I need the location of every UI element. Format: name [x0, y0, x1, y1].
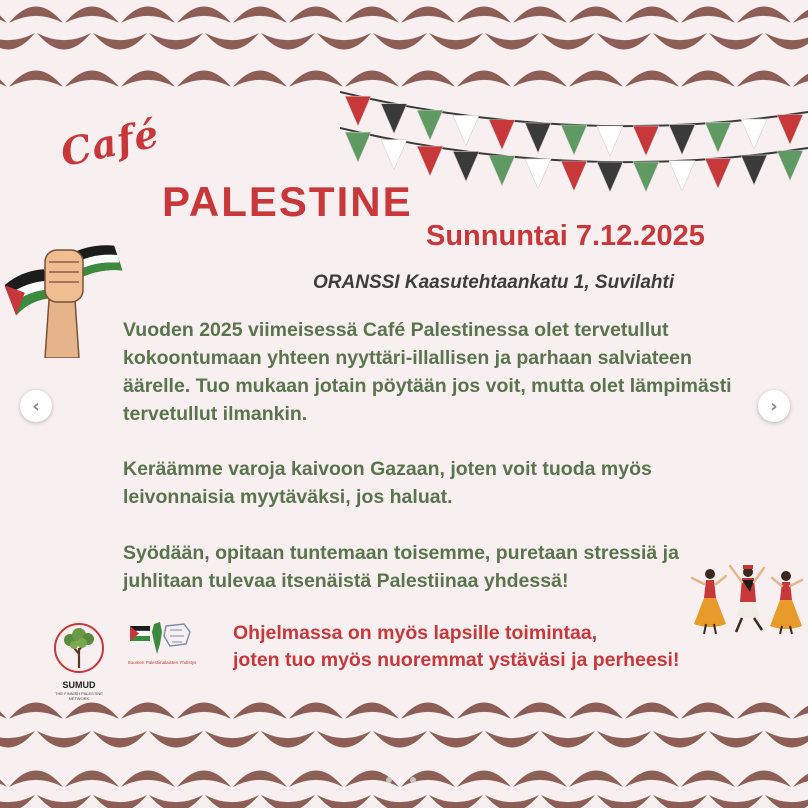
pattern-leaf	[653, 795, 707, 808]
pattern-leaf	[457, 7, 511, 24]
pattern-leaf	[569, 771, 623, 788]
pattern-leaf	[457, 71, 511, 88]
pattern-leaf	[121, 7, 175, 24]
pattern-leaf	[0, 795, 35, 808]
top-pattern-band	[0, 0, 808, 92]
pattern-leaf	[513, 703, 567, 720]
pattern-leaf	[205, 731, 259, 748]
event-venue: ORANSSI Kaasutehtaankatu 1, Suvilahti	[313, 272, 675, 293]
pattern-leaf	[597, 795, 651, 808]
poster-title: PALESTINE	[162, 178, 413, 225]
pattern-leaf	[793, 7, 808, 24]
pattern-leaf	[681, 7, 735, 24]
pattern-leaf	[0, 7, 7, 24]
bunting-flag	[345, 132, 371, 162]
pattern-leaf	[37, 731, 91, 748]
pattern-leaf	[177, 7, 231, 24]
pattern-leaf	[233, 771, 287, 788]
pattern-leaf	[793, 703, 808, 720]
pattern-leaf	[373, 33, 427, 50]
pattern-leaf	[289, 7, 343, 24]
bunting-flag	[741, 119, 767, 149]
bunting-flag	[453, 115, 479, 145]
pattern-leaf	[205, 33, 259, 50]
pattern-leaf	[513, 7, 567, 24]
pattern-leaf	[765, 33, 808, 50]
pattern-leaf	[261, 731, 315, 748]
pattern-leaf	[457, 703, 511, 720]
pattern-leaf	[457, 771, 511, 788]
pattern-leaf	[65, 703, 119, 720]
paragraph-line: juhlitaan tulevaa itsenäistä Palestiinaa yhdessä!	[123, 570, 569, 592]
pattern-leaf	[317, 33, 371, 50]
bunting-flag	[525, 123, 551, 153]
paragraph-intro	[123, 316, 763, 428]
pattern-leaf	[765, 731, 808, 748]
bunting-string	[340, 92, 808, 126]
pattern-leaf	[289, 703, 343, 720]
bunting-flag	[777, 115, 803, 145]
pattern-leaf	[653, 33, 707, 50]
pattern-leaf	[429, 795, 483, 808]
pattern-leaf	[149, 33, 203, 50]
pattern-leaf	[625, 7, 679, 24]
bunting-flag	[453, 151, 479, 181]
pattern-leaf	[373, 731, 427, 748]
pattern-leaf	[429, 33, 483, 50]
pattern-leaf	[177, 71, 231, 88]
pattern-leaf	[289, 71, 343, 88]
cafe-word: Café	[56, 110, 164, 175]
pattern-leaf	[569, 703, 623, 720]
flag-map-icon	[126, 618, 198, 658]
pattern-leaf	[233, 703, 287, 720]
pattern-leaf	[709, 33, 763, 50]
carousel-indicator	[386, 777, 416, 783]
bunting-flag	[489, 120, 515, 150]
bunting-flag	[525, 159, 551, 189]
pattern-leaf	[0, 703, 7, 720]
pattern-leaf	[625, 771, 679, 788]
pattern-leaf	[793, 771, 808, 788]
pattern-leaf	[233, 71, 287, 88]
bunting-flag	[669, 161, 695, 191]
bunting-flag	[561, 125, 587, 155]
bunting-flag	[417, 146, 443, 176]
event-date: Sunnuntai 7.12.2025	[426, 220, 705, 252]
pattern-leaf	[0, 731, 35, 748]
pattern-leaf	[513, 771, 567, 788]
pattern-leaf	[65, 71, 119, 88]
pattern-leaf	[485, 731, 539, 748]
pattern-leaf	[373, 795, 427, 808]
pattern-leaf	[205, 795, 259, 808]
pattern-leaf	[37, 795, 91, 808]
pattern-leaf	[317, 795, 371, 808]
pattern-leaf	[261, 33, 315, 50]
pattern-leaf	[737, 71, 791, 88]
paragraph-celebration	[123, 539, 763, 595]
carousel-prev-button[interactable]	[20, 390, 52, 422]
pattern-leaf	[121, 771, 175, 788]
pattern-leaf	[793, 71, 808, 88]
bunting-flag	[381, 104, 407, 134]
sumud-logo-subtitle: THE FINNISH PALESTINE NETWORK	[55, 691, 103, 701]
pattern-leaf	[177, 703, 231, 720]
pattern-leaf	[485, 33, 539, 50]
pattern-leaf	[65, 771, 119, 788]
pattern-leaf	[569, 71, 623, 88]
pattern-leaf	[9, 771, 63, 788]
bunting-flag	[345, 96, 371, 126]
pattern-leaf	[625, 703, 679, 720]
paragraph-line: tervetullut ilmankin.	[123, 403, 308, 425]
pattern-leaf	[737, 7, 791, 24]
highlight-line: Ohjelmassa on myös lapsille toimintaa,	[233, 622, 598, 644]
pattern-leaf	[625, 71, 679, 88]
pattern-leaf	[345, 71, 399, 88]
pattern-leaf	[317, 731, 371, 748]
pattern-leaf	[513, 71, 567, 88]
pattern-leaf	[0, 771, 7, 788]
bunting-flag	[705, 122, 731, 152]
pattern-leaf	[9, 703, 63, 720]
pattern-leaf	[681, 703, 735, 720]
bunting-flag	[417, 110, 443, 140]
pattern-leaf	[541, 33, 595, 50]
pattern-leaf	[149, 795, 203, 808]
pattern-leaf	[149, 731, 203, 748]
fist-flag-illustration	[5, 236, 133, 358]
pattern-leaf	[401, 703, 455, 720]
pattern-leaf	[429, 731, 483, 748]
pattern-leaf	[597, 731, 651, 748]
olive-tree-icon	[52, 620, 106, 676]
spy-logo	[122, 618, 202, 678]
pattern-leaf	[345, 7, 399, 24]
pattern-leaf	[9, 71, 63, 88]
paragraph-line: kokoontumaan yhteen nyyttäri-illallisen ja parhaan salviateen	[123, 347, 692, 369]
pattern-leaf	[709, 731, 763, 748]
pattern-leaf	[485, 795, 539, 808]
carousel-dot[interactable]	[410, 777, 416, 783]
paragraph-line: leivonnaisia myytäväksi, jos haluat.	[123, 486, 453, 508]
paragraph-line: Syödään, opitaan tuntemaan toisemme, puretaan stressiä ja	[123, 542, 679, 564]
pattern-leaf	[737, 703, 791, 720]
bunting-flag	[489, 156, 515, 186]
bunting-flag	[669, 125, 695, 155]
pattern-leaf	[709, 795, 763, 808]
pattern-leaf	[541, 731, 595, 748]
chevron-left-icon: ‹	[32, 395, 40, 417]
pattern-leaf	[597, 33, 651, 50]
bunting-flag	[705, 158, 731, 188]
pattern-leaf	[121, 71, 175, 88]
bunting-flag	[597, 126, 623, 156]
dancers-illustration	[690, 558, 806, 636]
bunting-flag	[777, 151, 803, 181]
pattern-leaf	[737, 771, 791, 788]
bunting-flag	[633, 126, 659, 156]
paragraph-line: äärelle. Tuo mukaan jotain pöytään jos voit, mutta olet lämpimästi	[123, 375, 732, 397]
pattern-leaf	[37, 33, 91, 50]
pattern-leaf	[289, 771, 343, 788]
pattern-leaf	[233, 7, 287, 24]
pattern-leaf	[541, 795, 595, 808]
pattern-leaf	[65, 7, 119, 24]
bunting-flag	[561, 161, 587, 191]
bunting-flag	[597, 162, 623, 192]
paragraph-line: Vuoden 2025 viimeisessä Café Palestinessa olet tervetullut	[123, 319, 669, 341]
carousel-next-button[interactable]	[758, 390, 790, 422]
pattern-leaf	[401, 7, 455, 24]
pattern-leaf	[569, 7, 623, 24]
pattern-leaf	[345, 703, 399, 720]
highlight-line: joten tuo myös nuoremmat ystäväsi ja perheesi!	[233, 649, 680, 671]
pattern-leaf	[121, 703, 175, 720]
pattern-leaf	[261, 795, 315, 808]
bunting-flag	[381, 140, 407, 170]
pattern-leaf	[9, 7, 63, 24]
pattern-leaf	[93, 33, 147, 50]
pattern-leaf	[93, 731, 147, 748]
pattern-leaf	[0, 71, 7, 88]
pattern-leaf	[653, 731, 707, 748]
pattern-leaf	[681, 71, 735, 88]
pattern-leaf	[681, 771, 735, 788]
bunting-flag	[741, 155, 767, 185]
paragraph-fundraising	[123, 455, 763, 511]
carousel-dot[interactable]	[398, 777, 404, 783]
pattern-leaf	[765, 795, 808, 808]
pattern-leaf	[93, 795, 147, 808]
chevron-right-icon: ›	[770, 395, 778, 417]
carousel-dot[interactable]	[386, 777, 392, 783]
paragraph-line: Keräämme varoja kaivoon Gazaan, joten voit tuoda myös	[123, 458, 652, 480]
spy-logo-name: Suomen Palestiinalaisten Yhdistys	[127, 660, 197, 665]
pattern-leaf	[401, 71, 455, 88]
sumud-logo-name: SUMUD	[62, 680, 96, 690]
pattern-leaf	[0, 33, 35, 50]
pattern-leaf	[177, 771, 231, 788]
bunting-flag	[633, 162, 659, 192]
bottom-pattern-band	[0, 690, 808, 808]
kids-program-note	[233, 620, 679, 674]
